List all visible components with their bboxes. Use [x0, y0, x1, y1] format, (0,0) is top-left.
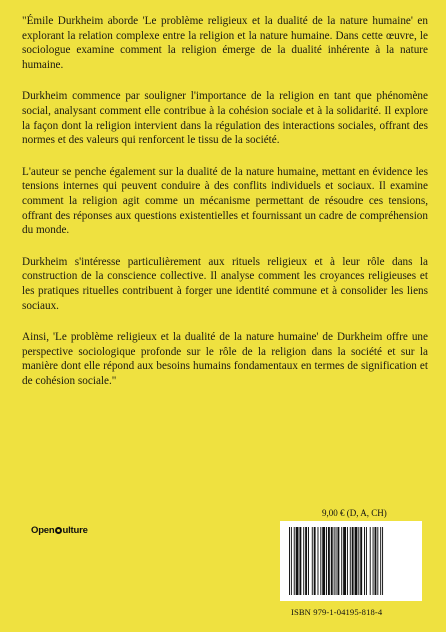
barcode-bar: [314, 527, 316, 595]
barcode-bar: [322, 527, 325, 595]
barcode-bar: [366, 527, 367, 595]
logo-text-open: Open: [31, 525, 55, 536]
logo-c-ring-icon: [55, 527, 62, 534]
barcode-bar: [337, 527, 339, 595]
barcode-bar: [373, 527, 374, 595]
barcode-bar: [377, 527, 378, 595]
barcode-bar: [375, 527, 377, 595]
barcode-bar: [343, 527, 346, 595]
barcode-bar: [360, 527, 362, 595]
barcode-panel: [280, 521, 422, 601]
barcode-bar: [352, 527, 354, 595]
barcode-bar: [294, 527, 295, 595]
barcode-bar: [355, 527, 358, 595]
barcode-bar: [312, 527, 313, 595]
barcode-bar: [334, 527, 335, 595]
barcode-bar: [326, 527, 327, 595]
barcode-bar: [328, 527, 330, 595]
isbn-label: ISBN 979-1-04195-818-4: [291, 607, 383, 617]
paragraph-4: Durkheim s'intéresse particulièrement aux rituels religieux et à leur rôle dans la construction de la conscience collective. Il analyse comment les croyances religieuses et les pratiques rituelles contribuent à forger une identité commune et à consolider les liens sociaux.: [22, 255, 428, 312]
barcode-bar: [291, 527, 292, 595]
barcode-bar: [320, 527, 321, 595]
barcode-bar: [299, 527, 301, 595]
barcode-bar: [303, 527, 304, 595]
barcode-bar: [341, 527, 342, 595]
barcode-bar: [331, 527, 333, 595]
logo-text-culture: ulture: [62, 525, 88, 536]
barcode-icon: [288, 527, 414, 595]
barcode-bar: [336, 527, 337, 595]
barcode-bar: [364, 527, 365, 595]
paragraph-5: Ainsi, 'Le problème religieux et la dualité de la nature humaine' de Durkheim offre une perspective sociologique profonde sur le rôle de la religion dans la société et sur la manière dont elle répond aux besoins humains fondamentaux en termes de signification et de cohésion sociale.": [22, 331, 428, 387]
barcode-bar: [350, 527, 351, 595]
paragraph-2: Durkheim commence par souligner l'importance de la religion en tant que phénomène social, analysant comment elle contribue à la cohésion sociale et à la solidarité. Il explore la façon dont la religion intervient dans la régulation des interactions sociales, offrant des normes et des valeurs qui renforcent le tissu de la société.: [22, 90, 428, 147]
paragraph-1: "Émile Durkheim aborde 'Le problème religieux et la dualité de la nature humaine' en explorant la relation complexe entre la religion et la nature humaine. Dans cette œuvre, le sociologue examine comment la religion émerge de la dualité inhérente à la nature humaine.: [22, 15, 428, 71]
barcode-bar: [318, 527, 319, 595]
barcode-bar: [358, 527, 359, 595]
barcode-bar: [347, 527, 348, 595]
publisher-logo: [31, 525, 88, 536]
price-label: 9,00 € (D, A, CH): [322, 508, 387, 518]
barcode-bar: [382, 527, 383, 595]
barcode-bar: [380, 527, 381, 595]
back-cover-text: [22, 14, 428, 405]
barcode-bar: [308, 527, 309, 595]
barcode-bar: [296, 527, 299, 595]
paragraph-3: L'auteur se penche également sur la dualité de la nature humaine, mettant en évidence les tensions internes qui peuvent conduire à des conflits individuels et sociaux. Il examine comment la religion agit comme un mécanisme permettant de résoudre ces tensions, offrant des réponses aux questions existentielles et fournissant un cadre de compréhension du monde.: [22, 165, 428, 237]
barcode-bar: [370, 527, 371, 595]
barcode-bar: [289, 527, 290, 595]
barcode-bar: [305, 527, 307, 595]
